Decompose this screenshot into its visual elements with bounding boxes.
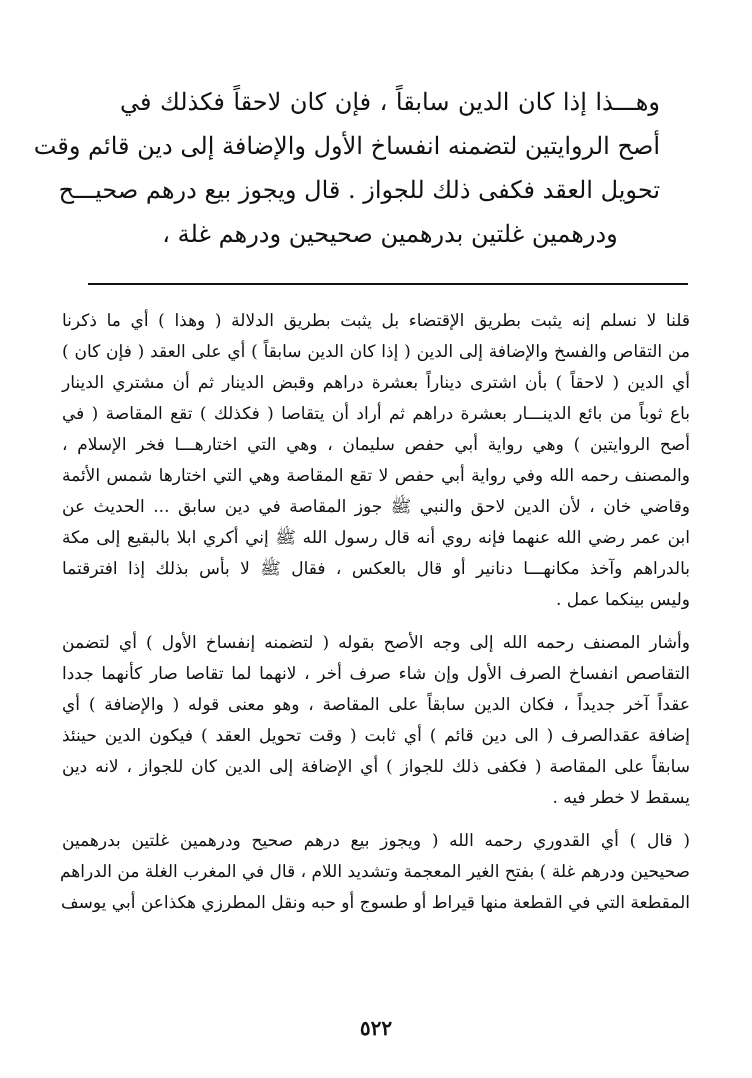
commentary-line: باع ثوباً من بائع الدينـــار بعشرة دراهم ثم أراد أن يتقاصا ( فكذلك ) تقع المقاصة ( في xyxy=(62,404,690,424)
commentary-line: قلنا لا نسلم إنه يثبت بطريق الإقتضاء بل يثبت بطريق الدلالة ( وهذا ) أي ما ذكرنا xyxy=(62,311,690,331)
commentary-line: بالدراهم وآخذ مكانهـــا دنانير أو قال بالعكس ، فقال ﷺ لا بأس بذلك إذا افترقتما xyxy=(62,559,690,579)
commentary-line: أصح الروايتين ) وهي رواية أبي حفص سليمان ، وهي التي اختارهـــا فخر الإسلام ، xyxy=(62,435,690,455)
sharh-commentary xyxy=(59,306,690,931)
commentary-line: أي الدين ( لاحقاً ) بأن اشترى ديناراً بعشرة دراهم وقبض الدينار ثم أن مشتري الدينار xyxy=(62,373,690,393)
commentary-line: من التقاص والفسخ والإضافة إلى الدين ( إذا كان الدين سابقاً ) أي على العقد ( فإن كان ) xyxy=(62,342,690,362)
matn-line: تحويل العقد فكفى ذلك للجواز . قال ويجوز بيع درهم صحيـــح xyxy=(58,176,660,204)
matn-main-text xyxy=(33,80,660,256)
commentary-line: والمصنف رحمه الله وفي رواية أبي حفص لا تقع المقاصة وهي التي اختارها شمس الأئمة xyxy=(62,466,690,486)
commentary-line: إضافة عقدالصرف ( الى دين قائم ) أي ثابت ( وقت تحويل العقد ) فيكون الدين حينئذ xyxy=(62,726,690,746)
commentary-line: ابن عمر رضي الله عنهما فإنه روي أنه قال رسول الله ﷺ إني أكري ابلا بالبقيع إلى مكة xyxy=(62,528,690,548)
section-divider xyxy=(88,283,688,285)
page-number: ٥٢٢ xyxy=(359,1016,393,1040)
commentary-line: وقاضي خان ، لأن الدين لاحق والنبي ﷺ جوز المقاصة في دين سابق ... الحديث عن xyxy=(62,497,690,517)
commentary-line: وأشار المصنف رحمه الله إلى وجه الأصح بقوله ( لتضمنه إنفساخ الأول ) أي لتضمن xyxy=(62,633,690,653)
commentary-line: سابقاً على المقاصة ( فكفى ذلك للجواز ) أي الإضافة إلى الدين كان للجواز ، لانه دين xyxy=(62,757,690,777)
commentary-line: المقطعة التي في القطعة منها قيراط أو طسوج أو حبه ونقل المطرزي هكذاعن أبي يوسف xyxy=(61,893,690,913)
commentary-paragraph xyxy=(62,306,690,616)
commentary-paragraph xyxy=(62,628,690,814)
commentary-line: يسقط لا خطر فيه . xyxy=(552,788,690,808)
matn-line: أصح الروايتين لتضمنه انفساخ الأول والإضافة إلى دين قائم وقت xyxy=(33,132,660,160)
commentary-line: صحيحين ودرهم غلة ) بفتح الغير المعجمة وتشديد اللام ، قال في المغرب الغلة من الدراهم xyxy=(59,862,690,882)
commentary-paragraph xyxy=(59,826,690,919)
commentary-line: التقاصص انفساخ الصرف الأول وإن شاء صرف أخر ، لانهما لما تقاصا صار كأنهما جددا xyxy=(62,664,690,684)
matn-line: وهـــذا إذا كان الدين سابقاً ، فإن كان لاحقاً فكذلك في xyxy=(120,88,660,116)
commentary-line: ( قال ) أي القدوري رحمه الله ( ويجوز بيع درهم صحيح ودرهمين غلتين بدرهمين xyxy=(62,831,690,851)
commentary-line: وليس بينكما عمل . xyxy=(555,590,690,610)
commentary-line: عقداً آخر جديداً ، فكان الدين سابقاً على المقاصة ، وهو معنى قوله ( والإضافة ) أي xyxy=(62,695,690,715)
matn-line: ودرهمين غلتين بدرهمين صحيحين ودرهم غلة ، xyxy=(162,220,618,248)
